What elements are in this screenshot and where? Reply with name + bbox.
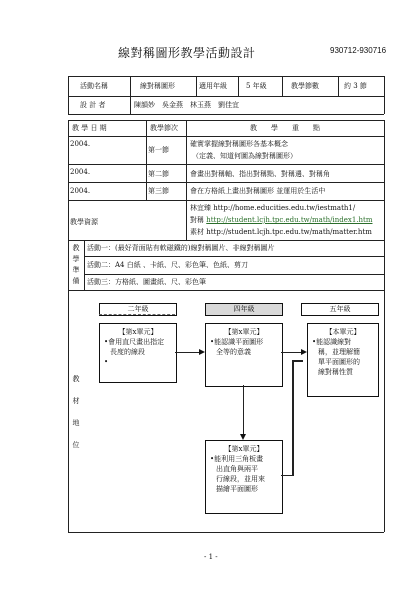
prep-item-2: 活動二：A4 白紙 、卡紙、尺、彩色筆、色紙、剪刀 xyxy=(87,261,248,269)
grade-value: 5 年級 xyxy=(246,82,267,90)
grade-4-second-unit-box xyxy=(205,440,283,514)
row1-date: 2004. xyxy=(70,140,91,148)
designer-value: 陳韻妙 吳金燕 林玉燕 劉佳宜 xyxy=(134,101,239,109)
g5-line-2: 稱，並理解簡 xyxy=(318,348,360,356)
g4b-title: 【第x單元】 xyxy=(224,445,264,453)
grade-5-unit-box xyxy=(307,323,379,397)
g5-line-3: 單平面圖形的 xyxy=(318,358,360,366)
resource-2-prefix: 對稱 xyxy=(190,216,207,224)
header-focus: 教 學 重 點 xyxy=(250,124,320,132)
g4b-line-1: •能利用三角板畫 xyxy=(210,455,264,463)
grade-4-tab: 四年級 xyxy=(205,303,283,316)
grade-4-unit-box xyxy=(205,323,283,387)
resource-3-url[interactable]: http://student.lcjh.tpc.edu.tw/math/matter.htm xyxy=(206,228,372,236)
row2-date: 2004. xyxy=(70,168,91,176)
g2-line-3: • xyxy=(104,358,109,366)
connector-g2-g4 xyxy=(175,352,201,353)
connector-g4-g5 xyxy=(281,352,303,353)
g5-line-1: •能認識線對 xyxy=(312,338,352,346)
connector-g4-down xyxy=(243,385,244,435)
grade-2-tab: 二年級 xyxy=(99,303,177,316)
header-period: 教學節次 xyxy=(150,124,178,132)
row1-period: 第一節 xyxy=(148,146,169,154)
resource-line-2 xyxy=(190,215,372,225)
resource-1-url[interactable]: http://home.educities.edu.tw/iestmath1/ xyxy=(213,204,356,212)
resource-1-prefix: 林宜臻 xyxy=(190,204,214,212)
row1-focus-1: 確實掌握線對稱圖形各基本概念 xyxy=(190,140,288,148)
prep-item-3: 活動三：方格紙、圖畫紙、尺、彩色筆 xyxy=(87,278,206,286)
activity-label: 活動名稱 xyxy=(80,82,108,90)
g2-line-1: •會用直尺畫出指定 xyxy=(104,338,165,346)
row3-focus: 會在方格紙上畫出對稱圖形 並運用於生活中 xyxy=(190,187,326,195)
document-code: 930712-930716 xyxy=(330,46,387,55)
grade-5-tab: 五年級 xyxy=(301,303,379,316)
arrow-right-icon xyxy=(301,349,307,355)
resources-label: 教學資源 xyxy=(70,218,98,226)
row3-period: 第三節 xyxy=(148,187,169,195)
row3-date: 2004. xyxy=(70,187,91,195)
arrow-down-icon xyxy=(240,434,246,440)
g4b-line-4: 描繪平面圖形 xyxy=(216,485,258,493)
g4b-line-3: 行線段，並用來 xyxy=(216,475,265,483)
g4b-line-2: 出直角與兩平 xyxy=(216,465,258,473)
prep-item-1: 活動一：(最好背面貼有軟磁鐵的)線對稱圖片、非線對稱圖片 xyxy=(87,244,275,252)
prep-label: 教 學 準 備 xyxy=(72,244,80,285)
g2-title: 【第x單元】 xyxy=(118,328,158,336)
connector-vertical xyxy=(292,360,294,476)
g4-title: 【第x單元】 xyxy=(224,328,264,336)
resource-3-prefix: 素材 xyxy=(190,228,207,236)
g5-title: 【本單元】 xyxy=(325,328,361,336)
designer-label: 設 計 者 xyxy=(80,101,106,109)
resource-line-1 xyxy=(190,203,355,213)
connector-to-g5 xyxy=(292,360,303,362)
arrow-right-icon xyxy=(199,349,205,355)
resource-line-3 xyxy=(190,227,372,237)
g2-line-2: 長度的線段 xyxy=(110,348,145,356)
materials-label: 教 材 地 位 xyxy=(72,375,80,449)
activity-value: 線對稱圖形 xyxy=(140,82,175,90)
grade-2-unit-box xyxy=(99,323,177,383)
row2-period: 第二節 xyxy=(148,170,169,178)
g5-line-4: 線對稱性質 xyxy=(318,368,353,376)
resource-2-link[interactable]: http://student.lcjh.tpc.edu.tw/math/index1.htm xyxy=(206,216,373,224)
page-title: 線對稱圖形教學活動設計 xyxy=(118,46,256,60)
header-date: 教 學 日 期 xyxy=(72,124,107,132)
periods-value: 約 3 節 xyxy=(344,82,367,90)
page-number: - 1 - xyxy=(204,553,218,561)
row2-focus: 會畫出對稱軸、指出對稱點、對稱邊、對稱角 xyxy=(190,170,330,178)
periods-label: 教學節數 xyxy=(291,82,319,90)
g4-line-1: •能認識平面圖形 xyxy=(210,338,264,346)
g4-line-2: 全等的意義 xyxy=(216,348,251,356)
grade-label: 適用年級 xyxy=(199,82,227,90)
row1-focus-2: （定義、知道何圖為線對稱圖形） xyxy=(192,152,297,160)
